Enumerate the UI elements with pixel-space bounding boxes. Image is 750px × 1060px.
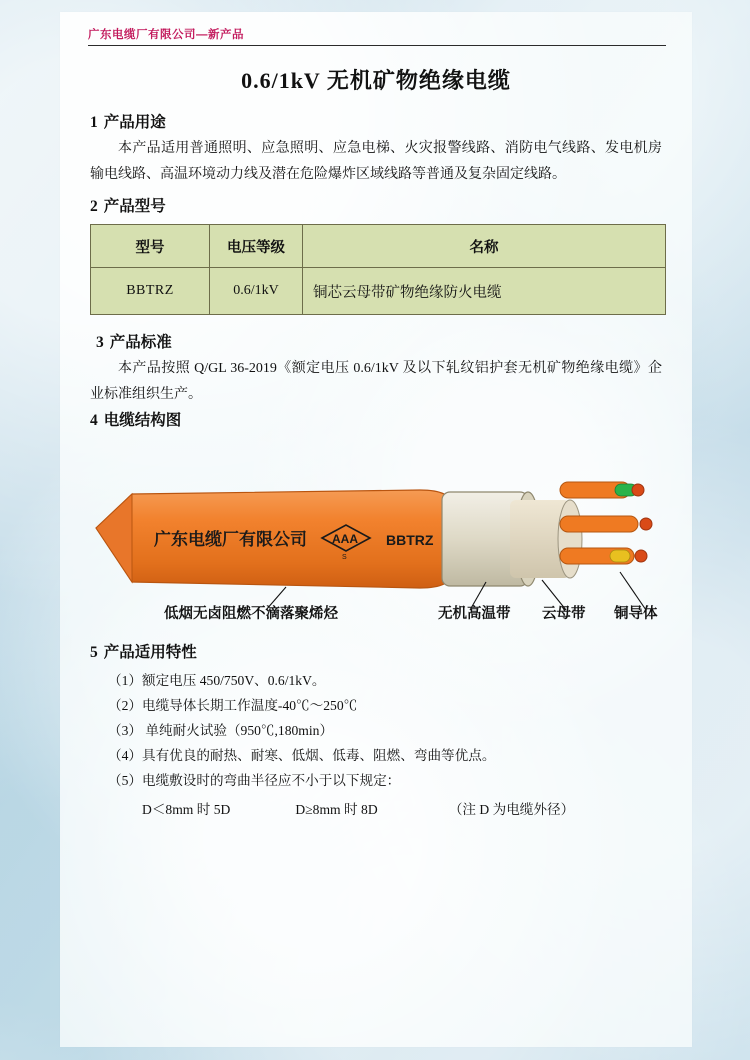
label-sheath: 低烟无卤阻燃不滴落聚烯烃	[164, 606, 338, 622]
table-row	[91, 268, 666, 315]
cable-print-company: 广东电缆厂有限公司	[154, 530, 307, 549]
section-number-1: 1	[90, 114, 98, 131]
section-number-2: 2	[90, 198, 98, 215]
list-item: （1）额定电压 450/750V、0.6/1kV。	[108, 673, 326, 688]
mica-tape-end	[558, 500, 582, 578]
section-number-3: 3	[96, 334, 104, 351]
list-item: （4）具有优良的耐热、耐寒、低烟、低毒、阻燃、弯曲等优点。	[108, 748, 496, 763]
table-header-name: 名称	[303, 225, 666, 268]
section-heading-structure	[90, 408, 181, 430]
cell-model: BBTRZ	[91, 268, 210, 315]
list-item: （3） 单纯耐火试验（950℃,180min）	[108, 723, 334, 738]
bend-radius-right: D≥8mm 时 8D	[295, 802, 378, 817]
svg-text:AAA: AAA	[332, 532, 358, 546]
section-label-1: 产品用途	[103, 114, 166, 131]
bend-radius-line	[90, 797, 662, 822]
table-header-row	[91, 225, 666, 268]
label-hightemp: 无机高温带	[438, 606, 511, 622]
section-label-2: 产品型号	[103, 198, 166, 215]
document-content	[60, 12, 692, 1047]
section-heading-usage	[90, 110, 166, 132]
conductor-group	[560, 482, 652, 564]
conductor-tip-2	[640, 518, 652, 530]
svg-text:S: S	[342, 554, 347, 561]
header-divider	[88, 45, 666, 46]
conductor-core-yellow	[610, 550, 630, 562]
label-conductor: 铜导体	[614, 606, 658, 622]
cable-print-model: BBTRZ	[386, 532, 434, 548]
section-number-5: 5	[90, 644, 98, 661]
list-item: （2）电缆导体长期工作温度-40℃～250℃	[108, 698, 358, 713]
conductor-insulation-2	[560, 516, 638, 532]
list-item: （5）电缆敷设时的弯曲半径应不小于以下规定：	[108, 773, 401, 788]
label-mica: 云母带	[542, 606, 586, 622]
section-heading-standard	[96, 330, 172, 352]
cable-structure-figure	[90, 432, 666, 632]
table-header-voltage: 电压等级	[210, 225, 303, 268]
section-number-4: 4	[90, 412, 98, 429]
cell-voltage: 0.6/1kV	[210, 268, 303, 315]
page-title: 0.6/1kV 无机矿物绝缘电缆	[241, 68, 511, 93]
sheath-taper	[96, 494, 132, 582]
cell-name: 铜芯云母带矿物绝缘防火电缆	[303, 268, 666, 315]
company-header-text: 广东电缆厂有限公司—新产品	[88, 29, 244, 41]
table-header-model: 型号	[91, 225, 210, 268]
product-model-table	[90, 224, 666, 315]
section-heading-model	[90, 194, 166, 216]
bend-radius-note: （注 D 为电缆外径）	[448, 802, 575, 817]
section-label-3: 产品标准	[109, 334, 172, 351]
bend-radius-left: D＜8mm 时 5D	[142, 802, 231, 817]
section-label-5: 产品适用特性	[103, 644, 197, 661]
features-list	[90, 668, 662, 822]
conductor-tip-1	[632, 484, 644, 496]
section-label-4: 电缆结构图	[103, 412, 182, 429]
document-header	[88, 26, 666, 46]
conductor-tip-3	[635, 550, 647, 562]
section-body-usage: 本产品适用普通照明、应急照明、应急电梯、火灾报警线路、消防电气线路、发电机房输电线路、高温环境动力线及潜在危险爆炸区域线路等普通及复杂固定线路。	[90, 141, 662, 182]
section-body-standard: 本产品按照 Q/GL 36-2019《额定电压 0.6/1kV 及以下轧纹铝护套无机矿物绝缘电缆》企业标准组织生产。	[90, 361, 662, 402]
section-heading-features	[90, 640, 197, 662]
